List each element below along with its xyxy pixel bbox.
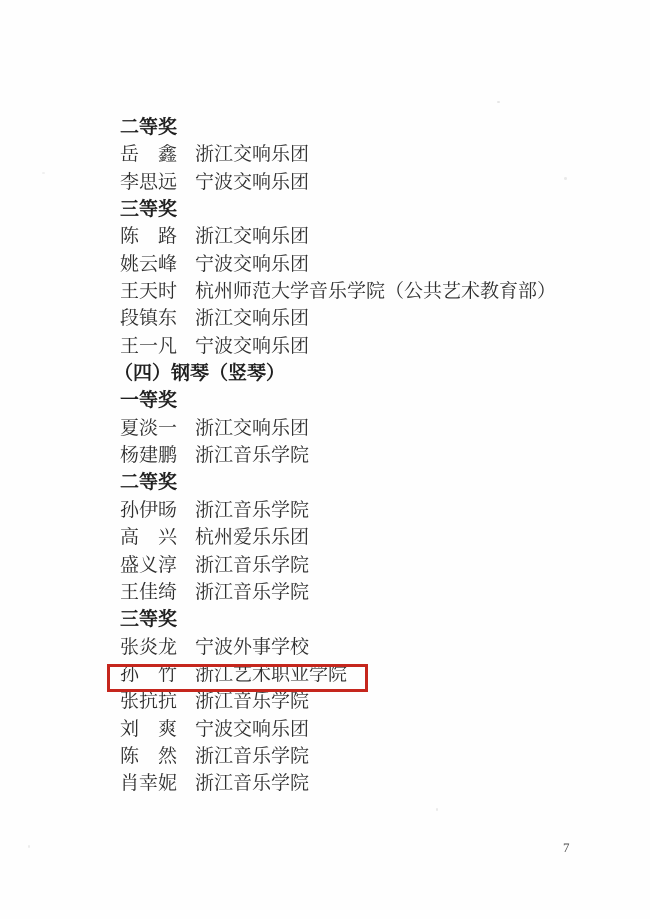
winner-row (120, 442, 620, 469)
prize-heading (120, 606, 620, 633)
scan-speck (28, 845, 30, 848)
winner-name: 肖幸妮 (120, 773, 178, 795)
winner-name: 王一凡 (120, 335, 178, 357)
winner-org: 杭州师范大学音乐学院（公共艺术教育部） (195, 281, 557, 303)
section-heading-label: （四）钢琴（竖琴） (114, 363, 286, 385)
winner-org: 宁波交响乐团 (195, 253, 310, 275)
winner-org: 浙江艺术职业学院 (195, 663, 348, 685)
winner-row (120, 743, 620, 770)
winner-org: 杭州爱乐乐团 (195, 527, 310, 549)
winner-org: 浙江音乐学院 (195, 773, 310, 795)
scan-speck (436, 808, 438, 811)
section-heading (114, 360, 620, 387)
prize-heading-label: 二等奖 (120, 472, 178, 494)
winner-row (120, 770, 620, 797)
winner-org: 宁波外事学校 (195, 636, 310, 658)
winner-row (120, 688, 620, 715)
winner-name: 盛义淳 (120, 554, 178, 576)
winner-row (120, 524, 620, 551)
prize-heading (120, 387, 620, 414)
winner-row (120, 415, 620, 442)
winner-name: 张炎龙 (120, 636, 178, 658)
winner-name: 孙 竹 (120, 663, 178, 685)
winner-org: 浙江交响乐团 (195, 308, 310, 330)
prize-heading-label: 二等奖 (120, 117, 178, 138)
scan-speck (564, 177, 567, 180)
winner-name: 李思远 (120, 171, 178, 193)
winner-org: 浙江音乐学院 (195, 581, 310, 603)
winner-name: 段镇东 (120, 308, 178, 330)
page-number: 7 (563, 840, 570, 855)
prize-heading-label: 一等奖 (120, 390, 178, 412)
winner-row (120, 497, 620, 524)
prize-heading (120, 196, 620, 223)
winner-row (120, 634, 620, 661)
winner-name: 刘 爽 (120, 718, 178, 740)
winner-row (120, 223, 620, 250)
award-list (114, 114, 620, 798)
winner-name: 陈 然 (120, 745, 178, 767)
winner-name: 姚云峰 (120, 253, 178, 275)
winner-name: 杨建鹏 (120, 445, 178, 467)
winner-org: 宁波交响乐团 (195, 171, 310, 193)
winner-name: 陈 路 (120, 226, 178, 248)
winner-org: 浙江音乐学院 (195, 445, 310, 467)
winner-row (120, 141, 620, 168)
winner-row (120, 278, 620, 305)
scan-speck (497, 101, 500, 103)
winner-org: 宁波交响乐团 (195, 718, 310, 740)
prize-heading (120, 114, 620, 141)
winner-name: 高 兴 (120, 527, 178, 549)
winner-org: 浙江交响乐团 (195, 417, 310, 439)
winner-org: 浙江音乐学院 (195, 499, 310, 521)
winner-row (120, 552, 620, 579)
prize-heading (120, 469, 620, 496)
scan-speck (42, 172, 45, 174)
winner-row (120, 251, 620, 278)
winner-name: 夏淡一 (120, 417, 178, 439)
winner-org: 浙江音乐学院 (195, 691, 310, 713)
prize-heading-label: 三等奖 (120, 199, 178, 221)
winner-org: 浙江音乐学院 (195, 554, 310, 576)
winner-row (120, 716, 620, 743)
winner-name: 孙伊旸 (120, 499, 178, 521)
winner-org: 浙江交响乐团 (195, 144, 310, 166)
winner-name: 王天时 (120, 281, 178, 303)
winner-org: 浙江音乐学院 (195, 745, 310, 767)
winner-name: 王佳绮 (120, 581, 178, 603)
winner-row (120, 305, 620, 332)
winner-org: 宁波交响乐团 (195, 335, 310, 357)
winner-row (120, 333, 620, 360)
winner-org: 浙江交响乐团 (195, 226, 310, 248)
prize-heading-label: 三等奖 (120, 609, 178, 631)
winner-row-highlighted (120, 661, 620, 688)
winner-name: 张抗抗 (120, 691, 178, 713)
winner-row (120, 579, 620, 606)
winner-row (120, 169, 620, 196)
winner-name: 岳 鑫 (120, 144, 178, 166)
